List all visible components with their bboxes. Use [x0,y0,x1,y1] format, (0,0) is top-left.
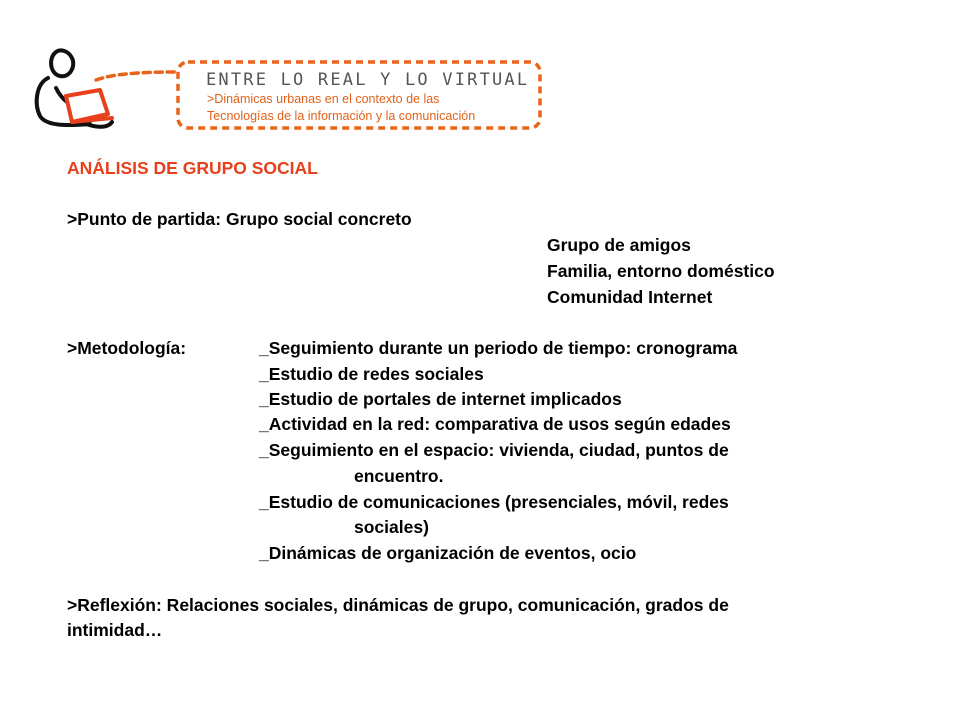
page-title: ANÁLISIS DE GRUPO SOCIAL [67,158,318,178]
list-item: _Estudio de redes sociales [259,364,484,384]
person-with-laptop-icon [37,50,112,126]
dashed-connector [96,72,176,80]
list-item: _Estudio de portales de internet implicados [259,389,622,409]
logo-subtitle-line2: Tecnologías de la información y la comunicación [207,109,476,123]
list-item: sociales) [354,517,429,537]
list-item: _Seguimiento en el espacio: vivienda, ciudad, puntos de [259,440,729,460]
list-item: Grupo de amigos [547,235,691,255]
list-item: encuentro. [354,466,444,486]
list-item: _Estudio de comunicaciones (presenciales, móvil, redes [259,492,729,512]
list-item: _Dinámicas de organización de eventos, ocio [259,543,637,563]
logo-title: ENTRE LO REAL Y LO VIRTUAL [206,70,530,90]
logo-subtitle-line1: >Dinámicas urbanas en el contexto de las [207,92,440,106]
list-item: _Actividad en la red: comparativa de usos según edades [259,414,731,434]
list-item: _Seguimiento durante un periodo de tiempo: cronograma [259,338,738,358]
list-item: Comunidad Internet [547,287,713,307]
list-item: Familia, entorno doméstico [547,261,775,281]
metodologia-label: >Metodología: [67,338,187,358]
reflexion-line1: >Reflexión: Relaciones sociales, dinámicas de grupo, comunicación, grados de [67,595,729,615]
punto-de-partida-label: >Punto de partida: Grupo social concreto [67,209,412,229]
reflexion-line2: intimidad… [67,620,163,640]
